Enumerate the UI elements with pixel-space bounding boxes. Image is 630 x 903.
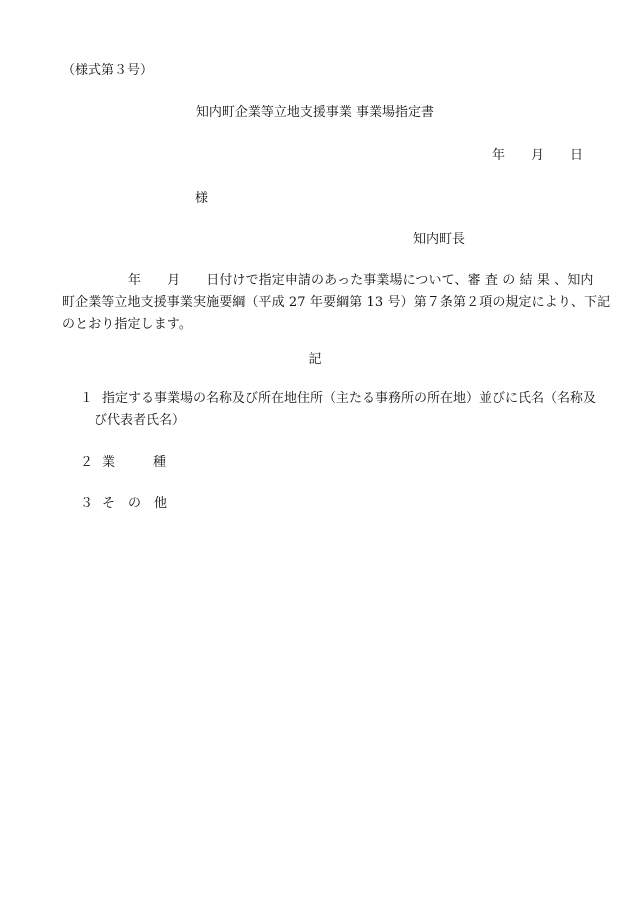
issuer-name: 知内町長	[413, 232, 466, 247]
body-line-1-text: 日付けで指定申請のあった事業場について、審 査 の 結 果 、知内	[206, 273, 594, 288]
body-line-3: のとおり指定します。	[62, 317, 192, 332]
item-2-number: ２	[80, 455, 94, 470]
date-year-label: 年	[492, 148, 506, 163]
form-number: （様式第３号）	[62, 63, 154, 78]
item-1-text-line-1: 指定する事業場の名称及び所在地住所（主たる事務所の所在地）並びに氏名（名称及	[102, 391, 597, 406]
item-3-number: ３	[80, 496, 94, 511]
item-3-label: その他	[102, 496, 181, 511]
document-title: 知内町企業等立地支援事業 事業場指定書	[195, 105, 435, 120]
notation-heading: 記	[308, 352, 322, 367]
item-1-number: １	[80, 391, 94, 406]
date-month-label: 月	[531, 148, 545, 163]
body-line-2: 町企業等立地支援事業実施要綱（平成 27 年要綱第 13 号）第７条第２項の規定により、下記	[62, 295, 611, 310]
body-month-label: 月	[167, 273, 181, 288]
addressee-suffix: 様	[195, 191, 209, 206]
date-day-label: 日	[570, 148, 584, 163]
body-line-1	[62, 270, 594, 292]
body-paragraph	[62, 270, 611, 336]
item-1-text-line-2: び代表者氏名）	[94, 413, 186, 428]
body-year-label: 年	[128, 273, 142, 288]
date-line	[492, 149, 583, 162]
item-2-label: 業種	[102, 455, 205, 470]
